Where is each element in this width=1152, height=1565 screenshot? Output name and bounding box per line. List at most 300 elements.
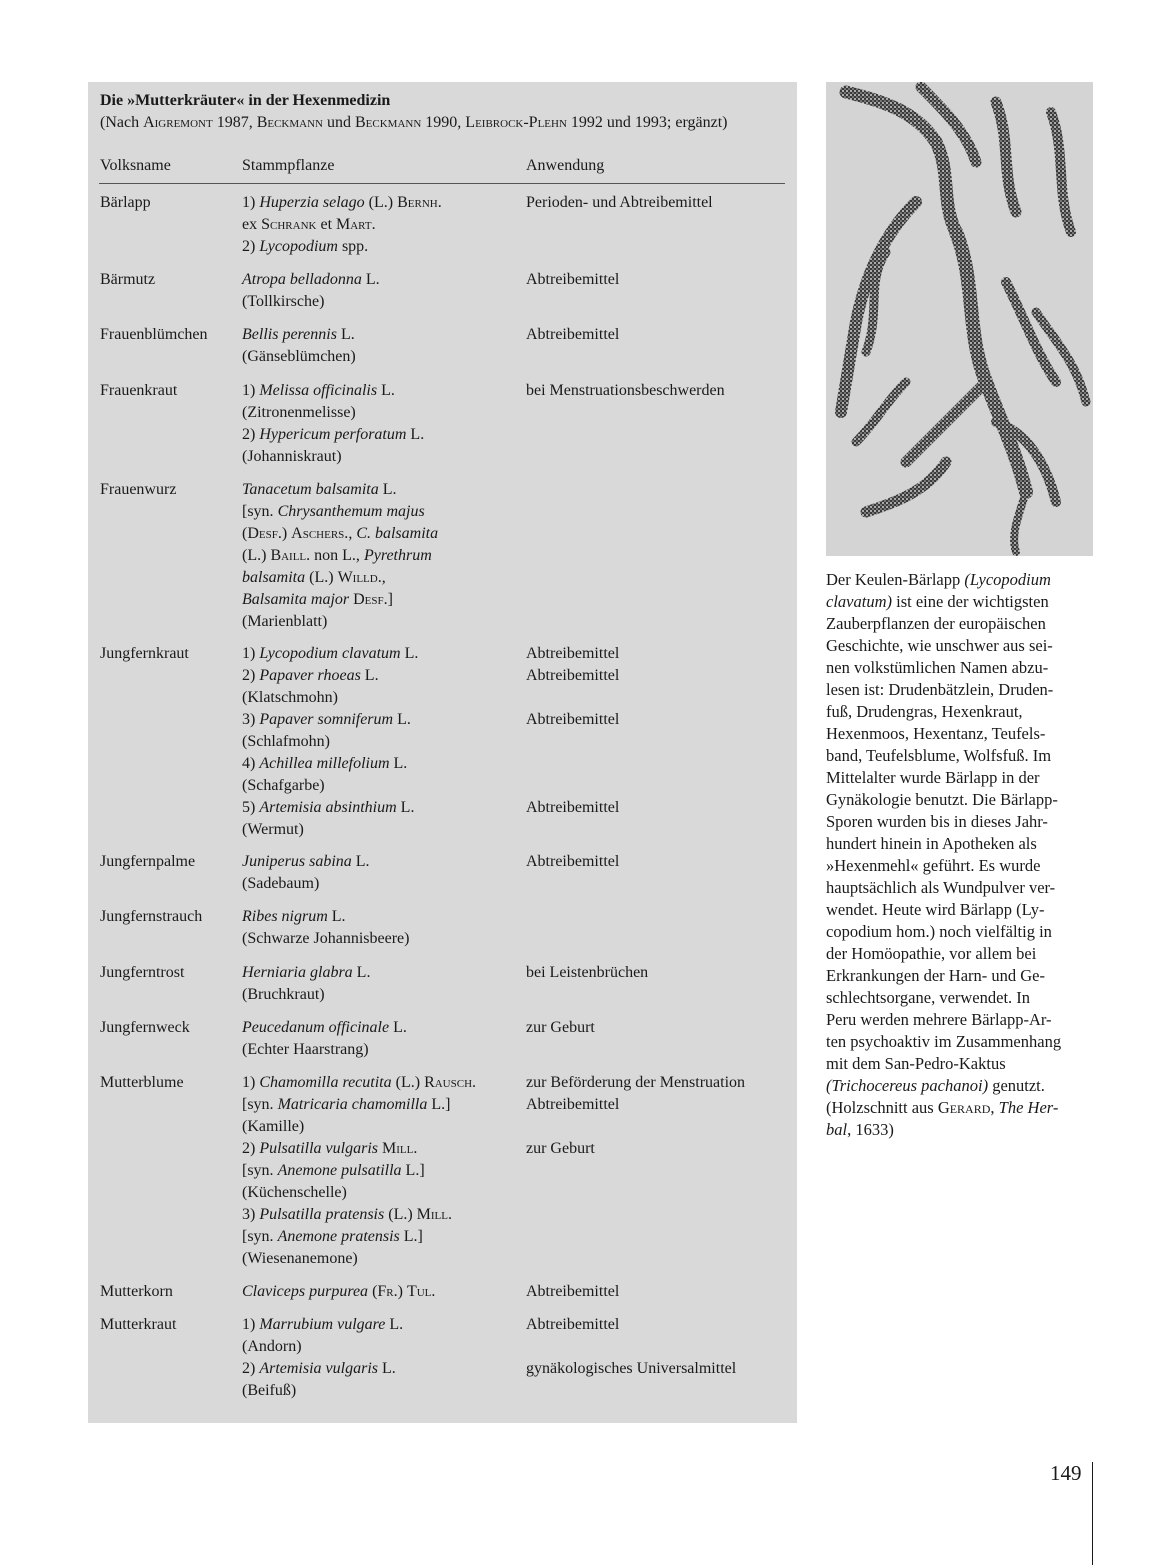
text-run: ) xyxy=(397,1283,407,1300)
text-run: (Lycopodium xyxy=(964,570,1051,589)
text-run: Willd. xyxy=(337,569,382,586)
text-run: L. xyxy=(396,799,415,816)
text-run: [syn. xyxy=(242,1162,278,1179)
cell-anwendung xyxy=(526,1281,786,1303)
text-run: [syn. xyxy=(242,1228,278,1245)
text-run: Huperzia selago xyxy=(259,194,365,211)
text-run: (Kamille) xyxy=(242,1118,305,1135)
text-run: (Schlafmohn) xyxy=(242,733,330,750)
plant-line xyxy=(242,1358,522,1380)
cell-stammpflanze xyxy=(242,324,522,368)
plant-line xyxy=(242,479,522,501)
plant-line xyxy=(242,402,522,424)
cell-stammpflanze xyxy=(242,1017,522,1061)
woodcut-illustration xyxy=(826,82,1093,556)
text-run: (Gänseblümchen) xyxy=(242,348,356,365)
table-title: Die »Mutterkräuter« in der Hexenmedizin xyxy=(100,92,391,109)
caption-line xyxy=(826,964,1096,986)
text-run: Hypericum perforatum xyxy=(259,426,407,443)
text-run: L. xyxy=(336,326,355,343)
caption-line xyxy=(826,854,1096,876)
text-run: Aschers. xyxy=(291,525,349,542)
plant-line xyxy=(242,1204,522,1226)
cell-volksname: Frauenblümchen xyxy=(100,326,208,343)
text-run: Schrank xyxy=(261,216,317,233)
text-run: Herniaria glabra xyxy=(242,964,353,981)
plant-line xyxy=(242,709,522,731)
use-line xyxy=(526,687,786,709)
plant-line xyxy=(242,611,522,633)
text-run: (Andorn) xyxy=(242,1338,302,1355)
text-run: ist eine der wichtigsten xyxy=(891,592,1049,611)
text-run: (Johanniskraut) xyxy=(242,448,342,465)
plant-line xyxy=(242,1336,522,1358)
text-run: Geschichte, wie unschwer aus sei- xyxy=(826,636,1053,655)
caption-line xyxy=(826,1118,1096,1140)
cell-volksname: Mutterkorn xyxy=(100,1283,173,1300)
text-run: der Homöopathie, vor allem bei xyxy=(826,944,1037,963)
plant-line xyxy=(242,731,522,753)
text-run: 2) xyxy=(242,426,260,443)
text-run: Lycopodium clavatum xyxy=(259,645,401,662)
cell-stammpflanze xyxy=(242,1072,522,1270)
text-run: (L.) xyxy=(384,1206,417,1223)
text-run: L. xyxy=(389,755,408,772)
use-line: Abtreibemittel xyxy=(526,645,620,662)
text-run: Beckmann xyxy=(355,114,422,131)
use-line xyxy=(526,1336,786,1358)
plant-line xyxy=(242,906,522,928)
text-run: Anemone pratensis xyxy=(277,1228,400,1245)
page-margin-rule xyxy=(1092,1462,1093,1565)
plant-line xyxy=(242,291,522,313)
cell-stammpflanze xyxy=(242,1314,522,1402)
text-run: 1) xyxy=(242,382,260,399)
use-line: zur Geburt xyxy=(526,1140,595,1157)
text-run: 1) xyxy=(242,645,260,662)
text-run: 4) xyxy=(242,755,260,772)
text-run: 1) xyxy=(242,1316,260,1333)
text-run: Melissa officinalis xyxy=(259,382,378,399)
text-run: (Sadebaum) xyxy=(242,875,320,892)
caption-line xyxy=(826,1096,1096,1118)
text-run: Artemisia absinthium xyxy=(259,799,397,816)
caption-line xyxy=(826,1052,1096,1074)
text-run: hauptsächlich als Wundpulver ver- xyxy=(826,878,1056,897)
plant-line xyxy=(242,1314,522,1336)
use-line: Abtreibemittel xyxy=(526,853,620,870)
text-run: Achillea millefolium xyxy=(259,755,390,772)
use-line xyxy=(526,775,786,797)
text-run: L.] xyxy=(401,1162,425,1179)
text-run: Papaver somniferum xyxy=(259,711,394,728)
text-run: genutzt. xyxy=(988,1076,1045,1095)
cell-volksname: Frauenwurz xyxy=(100,481,177,498)
text-run: L. xyxy=(393,711,411,728)
plant-line xyxy=(242,984,522,1006)
text-run: Zauberpflanzen der europäischen xyxy=(826,614,1046,633)
text-run: L.] xyxy=(399,1228,423,1245)
text-run: ] xyxy=(387,591,393,608)
table-subtitle xyxy=(100,114,727,132)
plant-line xyxy=(242,589,522,611)
text-run: Mill. xyxy=(416,1206,452,1223)
column-header-volksname: Volksname xyxy=(100,157,171,174)
plant-line xyxy=(242,1094,522,1116)
text-run: Desf. xyxy=(353,591,388,608)
text-run: (L.) xyxy=(242,547,271,564)
text-run: , xyxy=(381,569,386,586)
caption-line xyxy=(826,612,1096,634)
text-run: (Tollkirsche) xyxy=(242,293,325,310)
text-run: 3) xyxy=(242,711,260,728)
caption-line xyxy=(826,876,1096,898)
header-rule xyxy=(99,183,785,184)
caption-line xyxy=(826,810,1096,832)
text-run: (Küchenschelle) xyxy=(242,1184,347,1201)
plant-line xyxy=(242,446,522,468)
text-run: Chamomilla recutita xyxy=(259,1074,392,1091)
caption-line xyxy=(826,568,1096,590)
text-run: Peru werden mehrere Bärlapp-Ar- xyxy=(826,1010,1052,1029)
cell-anwendung xyxy=(526,1314,786,1380)
cell-stammpflanze xyxy=(242,269,522,313)
text-run: (Trichocereus pachanoi) xyxy=(826,1076,989,1095)
text-run: L. xyxy=(385,1316,404,1333)
plant-line xyxy=(242,1039,522,1061)
text-run: 1987, xyxy=(212,114,257,131)
text-run: L. xyxy=(406,426,425,443)
text-run: 2) xyxy=(242,1140,260,1157)
use-line xyxy=(526,753,786,775)
use-line: Abtreibemittel xyxy=(526,799,620,816)
text-run: fuß, Drudengras, Hexenkraut, xyxy=(826,702,1023,721)
text-run: (Klatschmohn) xyxy=(242,689,338,706)
caption-line xyxy=(826,920,1096,942)
text-run: Lycopodium xyxy=(259,238,338,255)
plant-line xyxy=(242,928,522,950)
plant-line xyxy=(242,1380,522,1402)
text-run: copodium hom.) noch vielfältig in xyxy=(826,922,1052,941)
plant-line xyxy=(242,1248,522,1270)
cell-stammpflanze xyxy=(242,479,522,633)
text-run: clavatum) xyxy=(826,592,892,611)
use-line: Abtreibemittel xyxy=(526,271,620,288)
text-run: Der Keulen-Bärlapp xyxy=(826,570,965,589)
text-run: L. xyxy=(360,667,379,684)
cell-stammpflanze xyxy=(242,380,522,468)
caption-line xyxy=(826,590,1096,612)
text-run: ( xyxy=(368,1283,378,1300)
plant-line xyxy=(242,1160,522,1182)
column-header-stammpflanze: Stammpflanze xyxy=(242,157,335,174)
text-run: [syn. xyxy=(242,503,278,520)
caption-line xyxy=(826,634,1096,656)
text-run: ( xyxy=(242,525,248,542)
figure-caption xyxy=(826,568,1096,1140)
use-line: Abtreibemittel xyxy=(526,711,620,728)
text-run: hundert hinein in Apotheken als xyxy=(826,834,1037,853)
cell-stammpflanze xyxy=(242,851,522,895)
use-line: zur Beförderung der Menstruation xyxy=(526,1074,746,1091)
plant-line xyxy=(242,665,522,687)
text-run: (Holzschnitt aus xyxy=(826,1098,938,1117)
text-run: Juniperus sabina xyxy=(242,853,352,870)
cell-stammpflanze xyxy=(242,962,522,1006)
text-run: ) xyxy=(281,525,292,542)
text-run: und xyxy=(323,114,355,131)
plant-line xyxy=(242,797,522,819)
plant-line xyxy=(242,962,522,984)
caption-line xyxy=(826,678,1096,700)
text-run: (Beifuß) xyxy=(242,1382,297,1399)
text-run: (Wiesenanemone) xyxy=(242,1250,358,1267)
text-run: , 1633) xyxy=(847,1120,894,1139)
text-run: Tanacetum balsamita xyxy=(242,481,379,498)
plant-line xyxy=(242,192,522,214)
plant-line xyxy=(242,324,522,346)
caption-line xyxy=(826,700,1096,722)
use-line: Abtreibemittel xyxy=(526,1096,620,1113)
text-run: 1992 und 1993; ergänzt) xyxy=(566,114,728,131)
use-line: zur Geburt xyxy=(526,1019,595,1036)
text-run: lesen ist: Drudenbätzlein, Druden- xyxy=(826,680,1054,699)
cell-stammpflanze xyxy=(242,643,522,841)
text-run: mit dem San-Pedro-Kaktus xyxy=(826,1054,1006,1073)
plant-line xyxy=(242,346,522,368)
text-run: Beckmann xyxy=(256,114,323,131)
text-run: 3) xyxy=(242,1206,260,1223)
cell-volksname: Bärlapp xyxy=(100,194,151,211)
text-run: bal xyxy=(826,1120,848,1139)
use-line xyxy=(526,731,786,753)
text-run: balsamita xyxy=(242,569,306,586)
text-run: 2) xyxy=(242,238,260,255)
caption-line xyxy=(826,656,1096,678)
text-run: Mart. xyxy=(336,216,376,233)
text-run: Tul. xyxy=(406,1283,436,1300)
cell-anwendung xyxy=(526,1017,786,1039)
text-run: (L.) xyxy=(391,1074,425,1091)
text-run: Claviceps purpurea xyxy=(242,1283,369,1300)
plant-line xyxy=(242,873,522,895)
text-run: Balsamita major xyxy=(242,591,350,608)
plant-line xyxy=(242,643,522,665)
cell-anwendung xyxy=(526,380,786,402)
text-run: [syn. xyxy=(242,1096,278,1113)
caption-line xyxy=(826,788,1096,810)
text-run: L. xyxy=(351,853,370,870)
text-run: ex xyxy=(242,216,262,233)
text-run: Gerard xyxy=(937,1098,991,1117)
text-run: (Schwarze Johannisbeere) xyxy=(242,930,410,947)
text-run: »Hexenmehl« geführt. Es wurde xyxy=(826,856,1041,875)
column-header-anwendung: Anwendung xyxy=(526,157,605,174)
text-run: (Zitronenmelisse) xyxy=(242,404,356,421)
text-run: 2) xyxy=(242,667,260,684)
cell-anwendung xyxy=(526,851,786,873)
text-run: Rausch. xyxy=(424,1074,477,1091)
plant-line xyxy=(242,380,522,402)
text-run: (Nach xyxy=(100,114,144,131)
cell-anwendung xyxy=(526,643,786,819)
text-run: Leibrock-Plehn xyxy=(465,114,567,131)
text-run: , xyxy=(348,525,357,542)
text-run: Papaver rhoeas xyxy=(259,667,361,684)
text-run: (Schafgarbe) xyxy=(242,777,325,794)
text-run: Pulsatilla pratensis xyxy=(259,1206,385,1223)
text-run: Pyrethrum xyxy=(363,547,432,564)
text-run: Matricaria chamomilla xyxy=(277,1096,428,1113)
text-run: (L.) xyxy=(305,569,338,586)
text-run: Mittelalter wurde Bärlapp in der xyxy=(826,768,1040,787)
caption-line xyxy=(826,766,1096,788)
text-run: Bernh. xyxy=(397,194,442,211)
caption-line xyxy=(826,1030,1096,1052)
caption-line xyxy=(826,722,1096,744)
text-run: L. xyxy=(327,908,346,925)
caption-line xyxy=(826,986,1096,1008)
text-run: nen volkstümlichen Namen abzu- xyxy=(826,658,1049,677)
caption-line xyxy=(826,1074,1096,1096)
text-run: 5) xyxy=(242,799,260,816)
text-run: wendet. Heute wird Bärlapp (Ly- xyxy=(826,900,1045,919)
text-run: , xyxy=(990,1098,999,1117)
text-run: The Her- xyxy=(998,1098,1059,1117)
cell-volksname: Mutterkraut xyxy=(100,1316,177,1333)
text-run: Ribes nigrum xyxy=(242,908,328,925)
text-run: (Wermut) xyxy=(242,821,304,838)
use-line: Abtreibemittel xyxy=(526,1283,620,1300)
plant-line xyxy=(242,753,522,775)
text-run: schlechtsorgane, verwendet. In xyxy=(826,988,1031,1007)
text-run: C. balsamita xyxy=(356,525,439,542)
text-run: Gynäkologie benutzt. Die Bärlapp- xyxy=(826,790,1058,809)
use-line xyxy=(526,1116,786,1138)
cell-anwendung xyxy=(526,324,786,346)
plant-line xyxy=(242,236,522,258)
cell-stammpflanze xyxy=(242,192,522,258)
cell-anwendung xyxy=(526,1072,786,1160)
plant-line xyxy=(242,1017,522,1039)
cell-stammpflanze xyxy=(242,906,522,950)
text-run: et xyxy=(316,216,337,233)
cell-volksname: Mutterblume xyxy=(100,1074,184,1091)
text-run: Aigremont xyxy=(143,114,213,131)
plant-line xyxy=(242,424,522,446)
cell-volksname: Jungfernweck xyxy=(100,1019,190,1036)
use-line: bei Menstruationsbeschwerden xyxy=(526,382,725,399)
use-line: gynäkologisches Universalmittel xyxy=(526,1360,737,1377)
page-number: 149 xyxy=(1050,1461,1082,1485)
plant-line xyxy=(242,501,522,523)
text-run: (Bruchkraut) xyxy=(242,986,325,1003)
plant-line xyxy=(242,1281,522,1303)
text-run: L. xyxy=(400,645,419,662)
use-line: Abtreibemittel xyxy=(526,326,620,343)
text-run: (Marienblatt) xyxy=(242,613,328,630)
text-run: Peucedanum officinale xyxy=(242,1019,390,1036)
caption-line xyxy=(826,1008,1096,1030)
plant-line xyxy=(242,1116,522,1138)
cell-volksname: Jungfernstrauch xyxy=(100,908,203,925)
caption-line xyxy=(826,942,1096,964)
text-run: 1990, xyxy=(421,114,466,131)
text-run: Desf. xyxy=(247,525,282,542)
plant-line xyxy=(242,851,522,873)
plant-line xyxy=(242,1072,522,1094)
text-run: Artemisia vulgaris xyxy=(259,1360,378,1377)
plant-line xyxy=(242,567,522,589)
text-run: Hexenmoos, Hexentanz, Teufels- xyxy=(826,724,1046,743)
plant-line xyxy=(242,1226,522,1248)
text-run: Erkrankungen der Harn- und Ge- xyxy=(826,966,1045,985)
text-run: Bellis perennis xyxy=(242,326,337,343)
text-run: Marrubium vulgare xyxy=(259,1316,386,1333)
plant-line xyxy=(242,687,522,709)
text-run: L. xyxy=(352,964,371,981)
text-run: spp. xyxy=(337,238,369,255)
text-run: L. xyxy=(378,481,397,498)
plant-line xyxy=(242,545,522,567)
text-run: band, Teufelsblume, Wolfsfuß. Im xyxy=(826,746,1052,765)
text-run: ten psychoaktiv im Zusammenhang xyxy=(826,1032,1062,1051)
text-run: Atropa belladonna xyxy=(242,271,362,288)
lycopodium-woodcut xyxy=(826,82,1093,556)
text-run: Chrysanthemum majus xyxy=(277,503,425,520)
plant-line xyxy=(242,819,522,841)
text-run: (Echter Haarstrang) xyxy=(242,1041,369,1058)
cell-volksname: Bärmutz xyxy=(100,271,156,288)
text-run: L. xyxy=(378,1360,396,1377)
text-run: 1) xyxy=(242,1074,260,1091)
plant-line xyxy=(242,523,522,545)
cell-volksname: Frauenkraut xyxy=(100,382,178,399)
cell-volksname: Jungfernpalme xyxy=(100,853,196,870)
text-run: L. xyxy=(361,271,380,288)
plant-line xyxy=(242,1138,522,1160)
cell-anwendung xyxy=(526,192,786,214)
text-run: 2) xyxy=(242,1360,260,1377)
text-run: Mill. xyxy=(382,1140,418,1157)
use-line: bei Leistenbrüchen xyxy=(526,964,649,981)
cell-stammpflanze xyxy=(242,1281,522,1303)
cell-anwendung xyxy=(526,962,786,984)
use-line: Abtreibemittel xyxy=(526,1316,620,1333)
caption-line xyxy=(826,898,1096,920)
cell-volksname: Jungfernkraut xyxy=(100,645,189,662)
plant-line xyxy=(242,775,522,797)
text-run: Fr. xyxy=(377,1283,398,1300)
cell-anwendung xyxy=(526,269,786,291)
text-run: Baill. xyxy=(270,547,311,564)
text-run: L.] xyxy=(427,1096,451,1113)
plant-line xyxy=(242,269,522,291)
plant-line xyxy=(242,214,522,236)
plant-line xyxy=(242,1182,522,1204)
use-line: Perioden- und Abtreibemittel xyxy=(526,194,713,211)
text-run: Sporen wurden bis in dieses Jahr- xyxy=(826,812,1048,831)
text-run: 1) xyxy=(242,194,260,211)
text-run: (L.) xyxy=(364,194,398,211)
text-run: Pulsatilla vulgaris xyxy=(259,1140,378,1157)
caption-line xyxy=(826,832,1096,854)
use-line: Abtreibemittel xyxy=(526,667,620,684)
text-run: Anemone pulsatilla xyxy=(277,1162,402,1179)
cell-volksname: Jungferntrost xyxy=(100,964,185,981)
text-run: non L., xyxy=(310,547,364,564)
text-run: L. xyxy=(389,1019,407,1036)
